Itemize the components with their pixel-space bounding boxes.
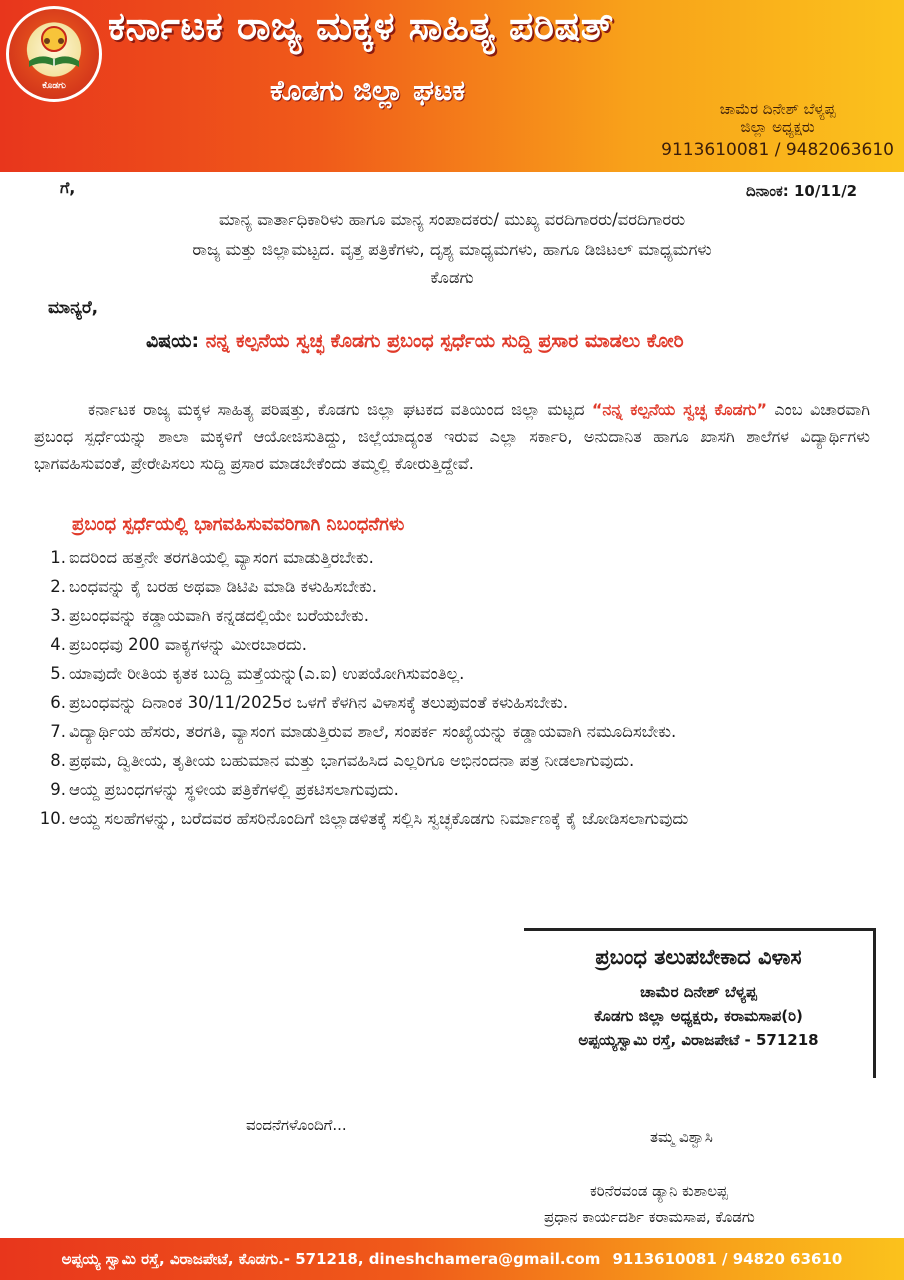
rules-heading: ಪ್ರಬಂಧ ಸ್ಪರ್ಧೆಯಲ್ಲಿ ಭಾಗವಹಿಸುವವರಿಗಾಗಿ ನಿಬಂಧನೆಗಳು	[72, 514, 405, 535]
rule-text: ವಿದ್ಯಾರ್ಥಿಯ ಹೆಸರು, ತರಗತಿ, ವ್ಯಾಸಂಗ ಮಾಡುತ್ತಿರುವ ಶಾಲೆ, ಸಂಪರ್ಕ ಸಂಖ್ಯೆಯನ್ನು ಕಡ್ಡಾಯವಾಗಿ ನಮೂದಿಸಬೇಕು.	[69, 722, 677, 741]
rule-text: ಆಯ್ದ ಸಲಹೆಗಳನ್ನು, ಬರೆದವರ ಹೆಸರಿನೊಂದಿಗೆ ಜಿಲ್ಲಾಡಳಿತಕ್ಕೆ ಸಲ್ಲಿಸಿ ಸ್ವಚ್ಛಕೊಡಗು ನಿರ್ಮಾಣಕ್ಕೆ ಕೈ ಜೋಡಿಸಲಾಗುವುದು	[69, 809, 689, 828]
rule-item	[26, 717, 872, 746]
salutation: ಮಾನ್ಯರೆ,	[48, 298, 99, 318]
rule-text: ಪ್ರಥಮ, ದ್ವಿತೀಯ, ತೃತೀಯ ಬಹುಮಾನ ಮತ್ತು ಭಾಗವಹಿಸಿದ ಎಲ್ಲರಿಗೂ ಅಭಿನಂದನಾ ಪತ್ರ ನೀಡಲಾಗುವುದು.	[69, 751, 635, 770]
rule-number: 10.	[39, 809, 66, 828]
address-line-2: ಕೊಡಗು ಜಿಲ್ಲಾ ಅಧ್ಯಕ್ಷರು, ಕರಾಮಸಾಪ(ರಿ)	[594, 1007, 803, 1025]
signer-role: ಪ್ರಧಾನ ಕಾರ್ಯದರ್ಶಿ ಕರಾಮಸಾಪ, ಕೊಡಗು	[544, 1208, 755, 1226]
body-quote: “ನನ್ನ ಕಲ್ಪನೆಯ ಸ್ವಚ್ಛ ಕೊಡಗು”	[591, 400, 767, 419]
rule-text: ಆಯ್ದ ಪ್ರಬಂಧಗಳನ್ನು ಸ್ಥಳೀಯ ಪತ್ರಿಕೆಗಳಲ್ಲಿ ಪ್ರಕಟಿಸಲಾಗುವುದು.	[69, 780, 399, 799]
submission-address-box	[524, 928, 876, 1078]
logo-label: ಕೊಡಗು	[42, 81, 66, 91]
rule-text: ಪ್ರಬಂಧವನ್ನು ದಿನಾಂಕ 30/11/2025ರ ಒಳಗೆ ಕೆಳಗಿನ ವಿಳಾಸಕ್ಕೆ ತಲುಪುವಂತೆ ಕಳುಹಿಸಬೇಕು.	[69, 693, 569, 712]
recipient-line-2: ರಾಜ್ಯ ಮತ್ತು ಜಿಲ್ಲಾಮಟ್ಟದ. ವೃತ್ತ ಪತ್ರಿಕೆಗಳು, ದೃಶ್ಯ ಮಾಧ್ಯಮಗಳು, ಹಾಗೂ ಡಿಜಿಟಲ್ ಮಾಧ್ಯಮಗಳು	[192, 240, 712, 259]
rule-item	[26, 688, 872, 717]
closing-regards: ವಂದನೆಗಳೊಂದಿಗೆ...	[246, 1116, 347, 1134]
rule-item	[26, 630, 872, 659]
president-block	[661, 100, 894, 160]
body-part-2: ಎಂಬ ವಿಚಾರವಾಗಿ ಪ್ರಬಂಧ ಸ್ಪರ್ಧೆಯನ್ನು ಶಾಲಾ ಮಕ್ಕಳಿಗೆ ಆಯೋಜಿಸುತಿದ್ದು, ಜಿಲ್ಲೆಯಾದ್ಯಂತ ಇರುವ ಎಲ್ಲಾ ಸರ್ಕಾರಿ, ಅನುದಾನಿತ ಹಾಗೂ ಖಾಸಗಿ ಶಾಲೆಗಳ ವಿದ್ಯಾರ್ಥಿಗಳು ಭಾಗವಹಿಸುವಂತೆ, ಪ್ರೇರೇಪಿಸಲು ಸುದ್ದಿ ಪ್ರಸಾರ ಮಾಡಬೇಕೆಂದು ತಮ್ಮಲ್ಲಿ ಕೋರುತ್ತಿದ್ದೇವೆ.	[34, 400, 870, 473]
subject-text: ನನ್ನ ಕಲ್ಪನೆಯ ಸ್ವಚ್ಛ ಕೊಡಗು ಪ್ರಬಂಧ ಸ್ಪರ್ಧೆಯ ಸುದ್ದಿ ಪ್ರಸಾರ ಮಾಡಲು ಕೋರಿ	[205, 330, 684, 352]
rule-item	[26, 775, 872, 804]
address-line-1: ಚಾಮೆರ ದಿನೇಶ್ ಬೆಳ್ಯಪ್ಪ	[640, 983, 757, 1001]
signer-name: ಕರಿನೆರವಂಡ ಡ್ಯಾನಿ ಕುಶಾಲಪ್ಪ	[590, 1182, 728, 1200]
organization-subtitle: ಕೊಡಗು ಜಿಲ್ಲಾ ಘಟಕ	[270, 74, 466, 107]
body-paragraph	[34, 396, 870, 477]
rule-text: ಪ್ರಬಂಧವು 200 ವಾಕ್ಯಗಳನ್ನು ಮೀರಬಾರದು.	[69, 635, 307, 654]
rule-number: 7.	[50, 722, 66, 741]
rule-item	[26, 659, 872, 688]
rule-item	[26, 746, 872, 775]
rule-text: ಯಾವುದೇ ರೀತಿಯ ಕೃತಕ ಬುದ್ದಿ ಮತ್ತೆಯನ್ನು(ಎ.ಐ) ಉಪಯೋಗಿಸುವಂತಿಲ್ಲ.	[69, 664, 465, 683]
subject-label: ವಿಷಯ:	[146, 330, 200, 352]
rules-list	[26, 543, 872, 833]
recipient-line-3: ಕೊಡಗು	[430, 268, 474, 287]
rule-number: 1.	[50, 548, 66, 567]
rule-number: 8.	[50, 751, 66, 770]
rule-item	[26, 601, 872, 630]
rule-text: ಬಂಧವನ್ನು ಕೈ ಬರಹ ಅಥವಾ ಡಿಟಿಪಿ ಮಾಡಿ ಕಳುಹಿಸಬೇಕು.	[69, 577, 377, 596]
date-value: 10/11/2	[793, 182, 858, 200]
date-label: ದಿನಾಂಕ:	[746, 182, 789, 200]
rule-text: ಐದರಿಂದ ಹತ್ತನೇ ತರಗತಿಯಲ್ಲಿ ವ್ಯಾಸಂಗ ಮಾಡುತ್ತಿರಬೇಕು.	[69, 548, 374, 567]
footer-phones: 9113610081 / 94820 63610	[612, 1250, 843, 1268]
book-emblem-icon	[25, 23, 83, 71]
rule-number: 6.	[50, 693, 66, 712]
organization-logo	[6, 6, 102, 102]
rule-text: ಪ್ರಬಂಧವನ್ನು ಕಡ್ಡಾಯವಾಗಿ ಕನ್ನಡದಲ್ಲಿಯೇ ಬರೆಯಬೇಕು.	[69, 606, 370, 625]
body-part-1: ಕರ್ನಾಟಕ ರಾಜ್ಯ ಮಕ್ಕಳ ಸಾಹಿತ್ಯ ಪರಿಷತ್ತು, ಕೊಡಗು ಜಿಲ್ಲಾ ಘಟಕದ ವತಿಯಿಂದ ಜಿಲ್ಲಾ ಮಟ್ಟದ	[88, 400, 592, 419]
rule-number: 5.	[50, 664, 66, 683]
rule-number: 9.	[50, 780, 66, 799]
president-role: ಜಿಲ್ಲಾ ಅಧ್ಯಕ್ಷರು	[740, 118, 815, 136]
address-title: ಪ್ರಬಂಧ ತಲುಪಬೇಕಾದ ವಿಳಾಸ	[595, 945, 802, 969]
rule-number: 3.	[50, 606, 66, 625]
footer-address: ಅಪ್ಪಯ್ಯ ಸ್ವಾಮಿ ರಸ್ತೆ, ವಿರಾಜಪೇಟೆ, ಕೊಡಗು.- 571218, dineshchamera@gmail.com	[61, 1250, 601, 1268]
date-line	[746, 182, 857, 200]
rule-number: 2.	[50, 577, 66, 596]
closing-yours: ತಮ್ಮ ವಿಶ್ವಾಸಿ	[650, 1128, 713, 1146]
recipient-line-1: ಮಾನ್ಯ ವಾರ್ತಾಧಿಕಾರಿಳು ಹಾಗೂ ಮಾನ್ಯ ಸಂಪಾದಕರು/ ಮುಖ್ಯ ವರದಿಗಾರರು/ವರದಿಗಾರರು	[218, 210, 686, 229]
president-name: ಚಾಮೆರ ದಿನೇಶ್ ಬೆಳ್ಯಪ್ಪ	[719, 100, 836, 118]
president-phones: 9113610081 / 9482063610	[661, 140, 894, 160]
to-label: ಗೆ,	[60, 178, 76, 197]
footer-bar	[0, 1238, 904, 1280]
address-line-3: ಅಪ್ಪಯ್ಯಸ್ವಾಮಿ ರಸ್ತೆ, ವಿರಾಜಪೇಟೆ - 571218	[578, 1031, 819, 1049]
letterhead	[0, 0, 904, 172]
subject-line	[48, 324, 888, 358]
rule-item	[26, 543, 872, 572]
rule-item	[26, 804, 872, 833]
rule-item	[26, 572, 872, 601]
organization-title: ಕರ್ನಾಟಕ ರಾಜ್ಯ ಮಕ್ಕಳ ಸಾಹಿತ್ಯ ಪರಿಷತ್	[108, 4, 614, 48]
rule-number: 4.	[50, 635, 66, 654]
